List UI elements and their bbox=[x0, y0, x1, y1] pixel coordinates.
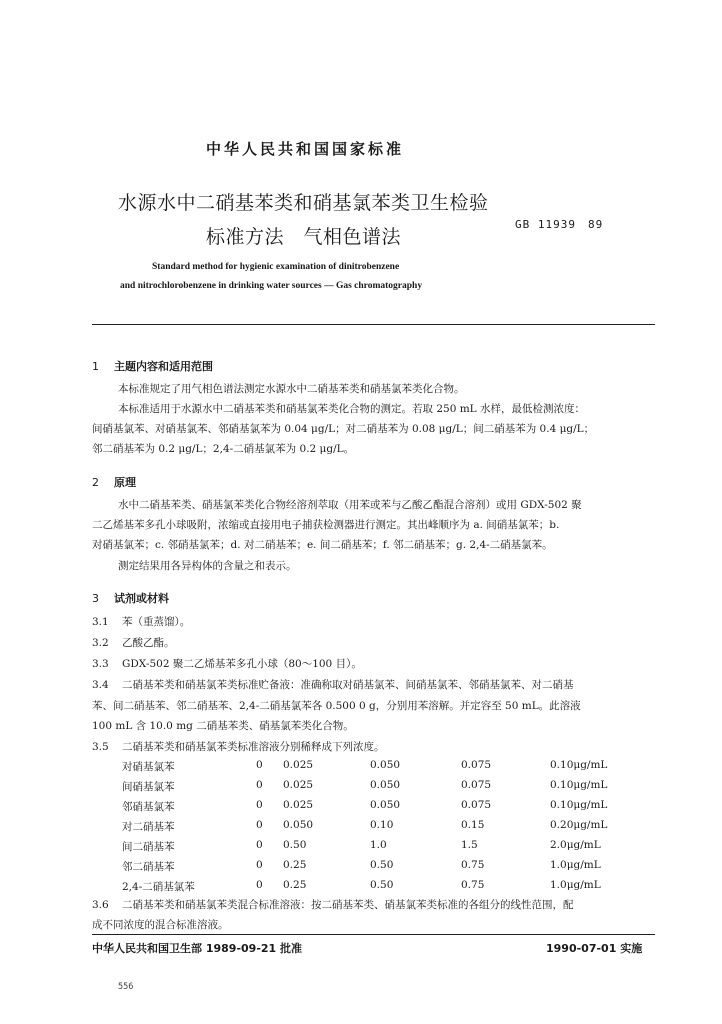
list-item bbox=[92, 677, 574, 692]
english-title-line1: Standard method for hygienic examination of dinitrobenzene bbox=[152, 262, 400, 272]
standard-organization-heading: 中华人民共和国国家标准 bbox=[205, 140, 404, 158]
item-text: 苯（重蒸馏）。 bbox=[122, 616, 191, 628]
table-cell: 0.10μg/mL bbox=[550, 799, 608, 811]
table-cell: 0 bbox=[256, 799, 263, 811]
item-number: 3.5 bbox=[92, 741, 109, 753]
item-number: 3.3 bbox=[92, 658, 109, 670]
paragraph-line: 间硝基氯苯、对硝基氯苯、邻硝基氯苯为 0.04 μg/L；对二硝基苯为 0.08 μg/L；间二硝基苯为 0.4 μg/L； bbox=[92, 423, 595, 435]
section-title: 主题内容和适用范围 bbox=[114, 360, 213, 373]
table-cell: 1.0 bbox=[370, 839, 387, 851]
table-cell: 0.075 bbox=[461, 799, 492, 811]
table-cell: 2.0μg/mL bbox=[550, 839, 601, 851]
table-cell: 0.050 bbox=[370, 779, 401, 791]
paragraph-line: 成不同浓度的混合标准溶液。 bbox=[92, 919, 229, 931]
section-1-heading bbox=[92, 358, 213, 374]
paragraph-line: 100 mL 含 10.0 mg 二硝基苯类、硝基氯苯类化合物。 bbox=[92, 720, 354, 732]
page-number: 556 bbox=[118, 982, 134, 992]
item-text: GDX-502 聚二乙烯基苯多孔小球（80～100 目）。 bbox=[122, 658, 362, 670]
list-item bbox=[92, 635, 175, 650]
table-cell: 0.15 bbox=[461, 819, 485, 831]
section-number: 1 bbox=[92, 360, 99, 373]
section-title: 试剂或材料 bbox=[114, 592, 169, 605]
table-cell-name: 对硝基氯苯 bbox=[122, 761, 175, 773]
table-cell: 0.025 bbox=[283, 799, 314, 811]
table-cell: 0.050 bbox=[283, 819, 314, 831]
section-3-heading bbox=[92, 590, 169, 606]
header-divider bbox=[92, 324, 655, 325]
table-cell: 0.025 bbox=[283, 779, 314, 791]
table-cell-name: 间硝基氯苯 bbox=[122, 781, 175, 793]
section-2-heading bbox=[92, 474, 136, 490]
item-text: 二硝基苯类和硝基氯苯类标准溶液分别稀释成下列浓度。 bbox=[122, 741, 385, 753]
standard-number: GB 11939 89 bbox=[515, 218, 604, 231]
table-cell: 0 bbox=[256, 759, 263, 771]
paragraph-line: 对硝基氯苯；c. 邻硝基氯苯；d. 对二硝基苯；e. 间二硝基苯；f. 邻二硝基苯；g. 2,4-二硝基氯苯。 bbox=[92, 539, 553, 551]
document-title-line2: 标准方法 气相色谱法 bbox=[206, 226, 402, 248]
implementation-date: 1990-07-01 实施 bbox=[546, 942, 643, 955]
section-number: 3 bbox=[92, 592, 99, 605]
table-cell-name: 对二硝基苯 bbox=[122, 821, 175, 833]
table-cell: 0.050 bbox=[370, 759, 401, 771]
list-item bbox=[92, 897, 574, 912]
table-cell: 0.20μg/mL bbox=[550, 819, 608, 831]
table-cell: 0.25 bbox=[283, 879, 307, 891]
paragraph-line: 苯、间二硝基苯、邻二硝基苯、2,4-二硝基氯苯各 0.500 0 g，分别用苯溶解。并定容至 50 mL。此溶液 bbox=[92, 700, 581, 712]
table-cell: 0.75 bbox=[461, 879, 485, 891]
table-cell: 0.050 bbox=[370, 799, 401, 811]
section-number: 2 bbox=[92, 476, 99, 489]
table-cell: 0.025 bbox=[283, 759, 314, 771]
table-cell-name: 2,4-二硝基氯苯 bbox=[122, 881, 195, 893]
list-item bbox=[92, 614, 190, 629]
section-title: 原理 bbox=[114, 476, 136, 489]
table-cell: 0.10μg/mL bbox=[550, 759, 608, 771]
table-cell: 1.5 bbox=[461, 839, 478, 851]
table-cell: 1.0μg/mL bbox=[550, 859, 601, 871]
table-cell: 0.50 bbox=[283, 839, 307, 851]
item-number: 3.1 bbox=[92, 616, 109, 628]
table-cell: 0.10μg/mL bbox=[550, 779, 608, 791]
table-cell: 1.0μg/mL bbox=[550, 879, 601, 891]
table-cell: 0 bbox=[256, 779, 263, 791]
paragraph-line: 水中二硝基苯类、硝基氯苯类化合物经溶剂萃取（用苯或苯与乙酸乙酯混合溶剂）或用 GDX-502 聚 bbox=[118, 499, 582, 511]
table-cell: 0.075 bbox=[461, 779, 492, 791]
table-cell: 0 bbox=[256, 859, 263, 871]
table-cell: 0.25 bbox=[283, 859, 307, 871]
table-cell: 0 bbox=[256, 819, 263, 831]
table-cell: 0 bbox=[256, 839, 263, 851]
paragraph-line: 邻二硝基苯为 0.2 μg/L；2,4-二硝基氯苯为 0.2 μg/L。 bbox=[92, 443, 355, 455]
item-number: 3.4 bbox=[92, 679, 109, 691]
item-text: 二硝基苯类和硝基氯苯类混合标准溶液：按二硝基苯类、硝基氯苯类标准的各组分的线性范围，配 bbox=[122, 899, 574, 911]
table-cell-name: 邻二硝基苯 bbox=[122, 861, 175, 873]
table-cell: 0.50 bbox=[370, 859, 394, 871]
paragraph-line: 二乙烯基苯多孔小球吸附，浓缩或直接用电子捕获检测器进行测定。其出峰顺序为 a. 间硝基氯苯；b. bbox=[92, 519, 560, 531]
list-item bbox=[92, 656, 362, 671]
item-text: 乙酸乙酯。 bbox=[122, 637, 175, 649]
footer-divider bbox=[92, 934, 655, 935]
table-cell: 0.75 bbox=[461, 859, 485, 871]
table-cell-name: 邻硝基氯苯 bbox=[122, 801, 175, 813]
document-title-line1: 水源水中二硝基苯类和硝基氯苯类卫生检验 bbox=[118, 192, 489, 214]
list-item bbox=[92, 739, 385, 754]
english-title-line2: and nitrochlorobenzene in drinking water sources — Gas chromatography bbox=[120, 281, 423, 291]
table-cell: 0.10 bbox=[370, 819, 394, 831]
item-text: 二硝基苯类和硝基氯苯类标准贮备液：准确称取对硝基氯苯、间硝基氯苯、邻硝基氯苯、对二硝基 bbox=[122, 679, 574, 691]
table-cell: 0.50 bbox=[370, 879, 394, 891]
table-cell: 0 bbox=[256, 879, 263, 891]
paragraph-line: 本标准适用于水源水中二硝基苯类和硝基氯苯类化合物的测定。若取 250 mL 水样，最低检测浓度： bbox=[118, 403, 585, 415]
table-cell-name: 间二硝基苯 bbox=[122, 841, 175, 853]
paragraph: 本标准规定了用气相色谱法测定水源水中二硝基苯类和硝基氯苯类化合物。 bbox=[118, 383, 465, 395]
paragraph: 测定结果用各异构体的含量之和表示。 bbox=[118, 560, 297, 572]
item-number: 3.6 bbox=[92, 899, 109, 911]
approval-statement: 中华人民共和国卫生部 1989-09-21 批准 bbox=[92, 942, 303, 955]
table-cell: 0.075 bbox=[461, 759, 492, 771]
item-number: 3.2 bbox=[92, 637, 109, 649]
